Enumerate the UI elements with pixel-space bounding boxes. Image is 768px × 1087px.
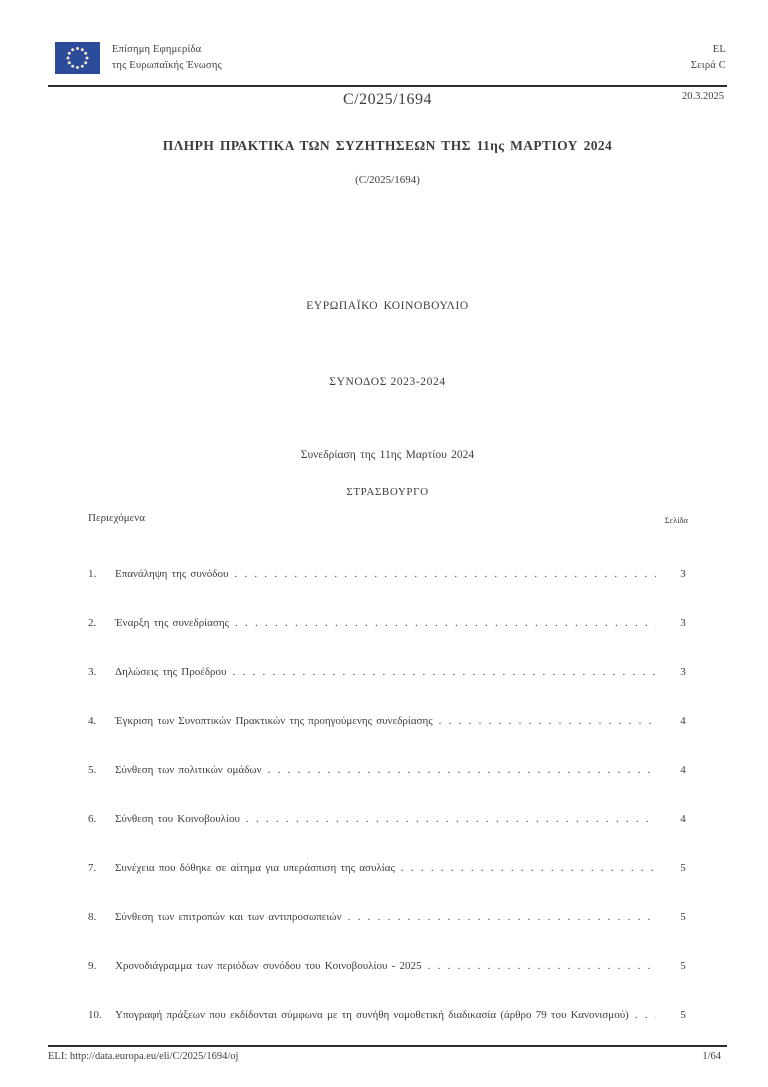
toc-item[interactable] <box>88 960 698 981</box>
header-right <box>691 42 726 73</box>
footer-rule <box>48 1045 727 1047</box>
toc-dot-leader <box>401 862 656 874</box>
journal-title-line1: Επίσημη Εφημερίδα <box>112 44 202 55</box>
toc-item-title: Έναρξη της συνεδρίασης <box>115 617 229 629</box>
document-title: ΠΛΗΡΗ ΠΡΑΚΤΙΚΑ ΤΩΝ ΣΥΖΗΤΗΣΕΩΝ ΤΗΣ 11ης ΜΑΡΤΙΟΥ 2024 <box>162 138 613 153</box>
toc-item-number: 5. <box>88 764 97 776</box>
document-number: C/2025/1694 <box>342 91 433 108</box>
toc-item-title: Έγκριση των Συνοπτικών Πρακτικών της προηγούμενης συνεδρίασης <box>115 715 433 727</box>
toc-item[interactable] <box>88 666 698 687</box>
header-rule <box>48 85 727 87</box>
toc-item-page: 3 <box>680 617 686 629</box>
document-number-parenthesized: (C/2025/1694) <box>355 174 420 186</box>
location-label: ΣΤΡΑΣΒΟΥΡΓΟ <box>346 486 429 498</box>
toc-item-title: Χρονοδιάγραμμα των περιόδων συνόδου του Κοινοβουλίου - 2025 <box>115 960 422 972</box>
eli-link[interactable]: ELI: http://data.europa.eu/eli/C/2025/1694/oj <box>48 1051 239 1062</box>
page-indicator: 1/64 <box>702 1051 721 1062</box>
toc-item-title: Συνέχεια που δόθηκε σε αίτημα για υπεράσπιση της ασυλίας <box>115 862 395 874</box>
toc-item-number: 2. <box>88 617 97 629</box>
toc-item-number: 3. <box>88 666 97 678</box>
toc-item-number: 10. <box>88 1009 102 1021</box>
toc-item-page: 5 <box>680 1009 686 1021</box>
language-code: EL <box>712 44 726 55</box>
institution-name: ΕΥΡΩΠΑΪΚΟ ΚΟΙΝΟΒΟΥΛΙΟ <box>306 300 469 312</box>
toc-item-title: Σύνθεση του Κοινοβουλίου <box>115 813 240 825</box>
toc-item-page: 5 <box>680 960 686 972</box>
session-label: ΣΥΝΟΔΟΣ 2023-2024 <box>329 376 446 388</box>
toc-dot-leader <box>635 1009 656 1021</box>
toc-item-page: 3 <box>680 568 686 580</box>
toc-dot-leader <box>439 715 656 727</box>
toc-dot-leader <box>235 617 656 629</box>
journal-title <box>112 42 222 73</box>
journal-title-line2: της Ευρωπαϊκής Ένωσης <box>112 59 222 71</box>
toc-item[interactable] <box>88 862 698 883</box>
eu-flag-icon <box>55 42 100 74</box>
toc-item-page: 5 <box>680 862 686 874</box>
toc-dot-leader <box>234 568 656 580</box>
toc-item-page: 4 <box>680 715 686 727</box>
publication-date: 20.3.2025 <box>682 91 724 102</box>
toc-item-number: 9. <box>88 960 97 972</box>
toc-item-page: 4 <box>680 764 686 776</box>
toc-item-number: 1. <box>88 568 97 580</box>
toc-item[interactable] <box>88 1009 698 1030</box>
toc-item-number: 6. <box>88 813 97 825</box>
toc-dot-leader <box>246 813 656 825</box>
series-label: Σειρά C <box>690 59 726 71</box>
footer <box>48 1051 727 1062</box>
toc-item-title: Υπογραφή πράξεων που εκδίδονται σύμφωνα με τη συνήθη νομοθετική διαδικασία (άρθρο 79 του Κανονισμού) <box>115 1009 629 1021</box>
toc-item[interactable] <box>88 715 698 736</box>
toc-item[interactable] <box>88 568 698 589</box>
toc-dot-leader <box>428 960 656 972</box>
sitting-label: Συνεδρίαση της 11ης Μαρτίου 2024 <box>300 449 475 461</box>
toc-item-number: 4. <box>88 715 97 727</box>
toc-item-number: 7. <box>88 862 97 874</box>
toc-dot-leader <box>232 666 656 678</box>
toc-item[interactable] <box>88 764 698 785</box>
table-of-contents <box>88 568 698 1058</box>
toc-item-title: Σύνθεση των πολιτικών ομάδων <box>115 764 262 776</box>
toc-heading: Περιεχόμενα <box>88 512 146 524</box>
toc-item-page: 3 <box>680 666 686 678</box>
toc-item[interactable] <box>88 813 698 834</box>
toc-item[interactable] <box>88 911 698 932</box>
toc-item-title: Επανάληψη της συνόδου <box>115 568 229 580</box>
toc-page-column-label: Σελίδα <box>664 515 688 525</box>
toc-dot-leader <box>348 911 656 923</box>
toc-dot-leader <box>268 764 656 776</box>
toc-item-title: Σύνθεση των επιτροπών και των αντιπροσωπειών <box>115 911 342 923</box>
toc-item-page: 5 <box>680 911 686 923</box>
toc-item[interactable] <box>88 617 698 638</box>
toc-item-page: 4 <box>680 813 686 825</box>
toc-item-title: Δηλώσεις της Προέδρου <box>115 666 227 678</box>
toc-item-number: 8. <box>88 911 97 923</box>
